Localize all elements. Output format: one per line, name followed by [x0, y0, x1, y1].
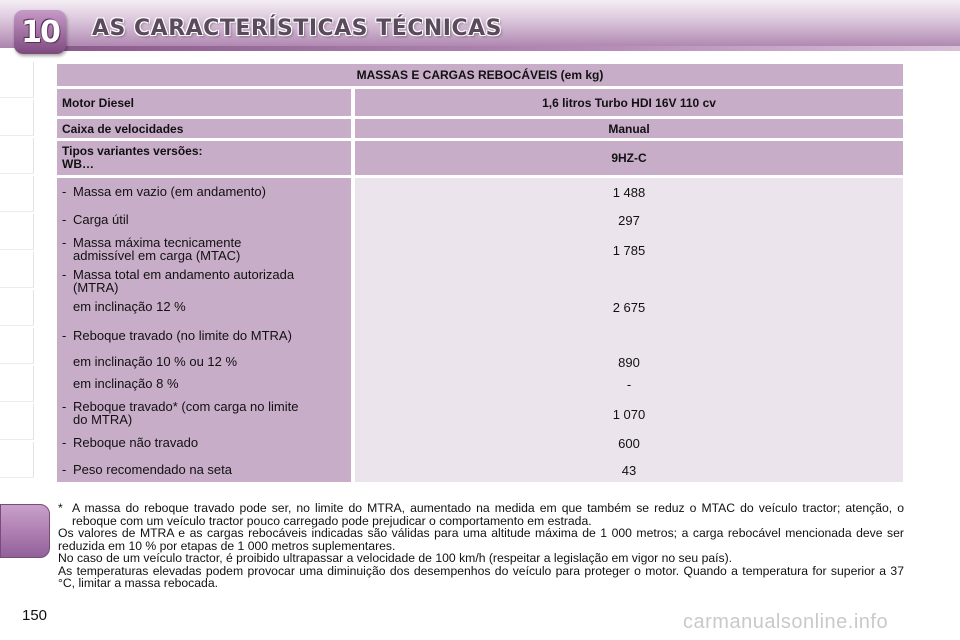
variants-value: 9HZ-C: [355, 141, 903, 175]
table-row-label: - Carga útil: [62, 212, 129, 227]
table-row-value: 890: [618, 355, 640, 370]
table-row-label: - Massa máxima tecnicamente admissível em carga (MTAC): [62, 235, 242, 263]
table-row-label: em inclinação 10 % ou 12 %: [73, 354, 238, 369]
table-row-label: - Massa total em andamento autorizada (MTRA): [62, 267, 295, 295]
towing-weights-table: [57, 64, 903, 482]
side-tab-1[interactable]: [0, 62, 34, 98]
table-row-label: em inclinação 8 %: [73, 376, 179, 391]
table-row-label: - Peso recomendado na seta: [62, 462, 232, 477]
side-tab-7[interactable]: [0, 290, 34, 326]
table-row-value: 600: [618, 436, 640, 451]
table-row-value: 297: [618, 213, 640, 228]
table-row-value: 2 675: [612, 300, 646, 315]
data-labels-column: [57, 178, 351, 482]
table-row-engine: [57, 89, 903, 116]
table-row-value: 43: [621, 463, 637, 478]
table-row-value: 1 488: [612, 185, 646, 200]
variants-label: [57, 141, 351, 175]
table-row-value: 1 070: [612, 407, 646, 422]
page-title: AS CARACTERÍSTICAS TÉCNICAS: [92, 16, 502, 41]
side-tab-4[interactable]: [0, 176, 34, 212]
engine-label: Motor Diesel: [57, 89, 351, 116]
footnote-star: *: [58, 501, 63, 515]
side-tab-6[interactable]: [0, 252, 34, 288]
footnote-text: A massa do reboque travado pode ser, no limite do MTRA, aumentado na medida em que também se reduz o MTAC do veículo tractor; atenção, o reboque com um veículo tractor pouco carregado pode prejudicar o comportamento em estrada.: [72, 501, 904, 528]
note-paragraph-altitude: Os valores de MTRA e as cargas rebocáveis indicadas são válidas para uma altitude máxima de 1 000 metros; a carga rebocável mencionada deve ser reduzida em 10 % por etapas de 1 000 metros suplementares.: [58, 526, 904, 553]
chapter-number: 10: [21, 14, 59, 50]
table-row-label: - Reboque travado* (com carga no limite do MTRA): [62, 399, 299, 427]
side-tab-11[interactable]: [0, 442, 34, 478]
side-tab-10[interactable]: [0, 404, 34, 440]
notes-section: [58, 502, 904, 590]
side-tab-5[interactable]: [0, 214, 34, 250]
table-data-block: [57, 178, 903, 482]
chapter-badge: [14, 10, 66, 54]
note-paragraph-speed: No caso de um veículo tractor, é proibido ultrapassar a velocidade de 100 km/h (respeitar a legislação em vigor no seu país).: [58, 551, 733, 565]
table-row-gearbox: [57, 119, 903, 138]
side-tab-9[interactable]: [0, 366, 34, 402]
gearbox-label: Caixa de velocidades: [57, 119, 351, 138]
footnote: [58, 502, 904, 527]
table-row-value: -: [626, 377, 632, 392]
gearbox-value: Manual: [355, 119, 903, 138]
side-tab-active[interactable]: [0, 504, 50, 558]
note-paragraph-temperature: As temperaturas elevadas podem provocar uma diminuição dos desempenhos do veículo para proteger o motor. Quando a temperatura for superior a 37 °C, limitar a massa rebocada.: [58, 563, 904, 590]
table-title: MASSAS E CARGAS REBOCÁVEIS (em kg): [57, 64, 903, 86]
header-underline: [60, 46, 960, 51]
table-row-label: - Massa em vazio (em andamento): [62, 184, 266, 199]
table-row-label: em inclinação 12 %: [73, 299, 186, 314]
chapter-side-tabs: [0, 62, 36, 562]
page-number: 150: [22, 607, 48, 624]
variants-label-line1: Tipos variantes versões:: [62, 144, 203, 158]
page-header: [0, 0, 960, 58]
side-tab-3[interactable]: [0, 138, 34, 174]
table-row-label: - Reboque travado (no limite do MTRA): [62, 328, 292, 343]
side-tab-2[interactable]: [0, 100, 34, 136]
variants-label-line2: WB…: [62, 157, 94, 171]
watermark: carmanualsonline.info: [683, 611, 889, 633]
table-row-label: - Reboque não travado: [62, 435, 199, 450]
engine-value: 1,6 litros Turbo HDI 16V 110 cv: [355, 89, 903, 116]
side-tab-8[interactable]: [0, 328, 34, 364]
table-row-variants: [57, 141, 903, 175]
table-row-value: 1 785: [612, 243, 646, 258]
data-values-column: [355, 178, 903, 482]
